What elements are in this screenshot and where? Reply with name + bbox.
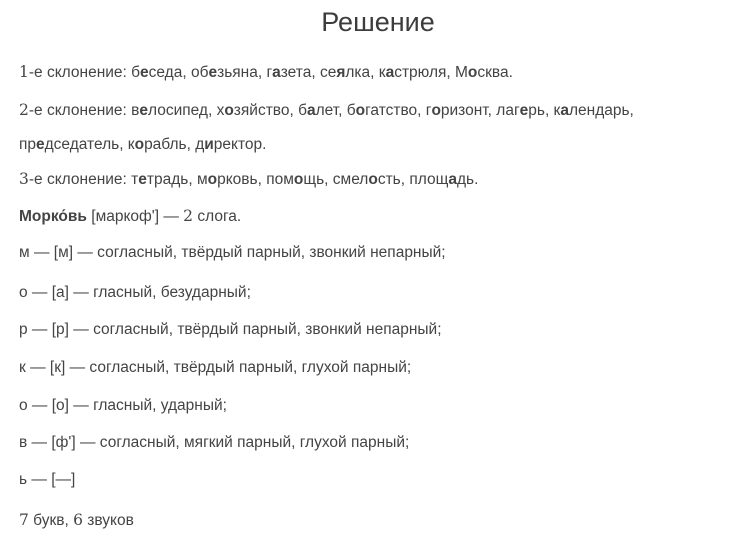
bold-text-segment: е xyxy=(208,64,218,81)
text-segment: ректор. xyxy=(213,136,267,153)
text-line xyxy=(19,320,442,340)
bold-text-segment: о xyxy=(355,102,366,119)
text-segment: 2 xyxy=(183,207,194,225)
text-segment: пр xyxy=(19,136,37,153)
text-segment: зета, се xyxy=(280,64,337,81)
text-segment: зьяна, г xyxy=(217,64,273,81)
text-segment: о — [о] — гласный, ударный; xyxy=(19,397,227,414)
text-segment: гатство, г xyxy=(365,102,432,119)
bold-text-segment: е xyxy=(36,136,45,153)
text-line xyxy=(19,62,513,83)
text-segment: седа, об xyxy=(148,64,209,81)
bold-text-segment: о xyxy=(293,171,304,188)
text-line xyxy=(19,510,134,531)
text-segment: [ xyxy=(86,208,96,225)
text-line xyxy=(19,135,266,155)
text-segment: в — [ф'] — согласный, мягкий парный, глухой парный; xyxy=(19,434,410,451)
text-segment: ризонт, лаг xyxy=(440,102,520,119)
bold-text-segment: е xyxy=(138,171,147,188)
text-line xyxy=(19,169,478,190)
text-segment: звуков xyxy=(82,512,134,529)
text-segment: 7 xyxy=(19,511,29,529)
text-segment: дседатель, к xyxy=(44,136,135,153)
page-title: Решение xyxy=(321,7,435,37)
text-segment: рь, к xyxy=(528,102,561,119)
text-segment: лет, б xyxy=(315,102,356,119)
bold-text-segment: е xyxy=(519,102,529,119)
bold-text-segment: и xyxy=(204,136,214,153)
bold-text-segment: я xyxy=(336,64,346,81)
text-segment: щь, смел xyxy=(303,171,369,188)
bold-text-segment: а xyxy=(560,102,569,119)
bold-text-segment: е xyxy=(140,64,149,81)
bold-text-segment: о xyxy=(431,102,441,119)
text-line xyxy=(19,283,251,303)
bold-text-segment: а xyxy=(448,171,457,188)
text-line xyxy=(19,433,409,453)
bold-text-segment: а xyxy=(306,102,316,119)
text-segment: -е склонение: т xyxy=(28,171,139,188)
text-segment: 1 xyxy=(19,63,29,81)
text-segment: сква. xyxy=(477,64,513,81)
bold-text-segment: а xyxy=(272,64,281,81)
text-segment: лендарь, xyxy=(568,102,634,119)
text-segment: -е склонение: в xyxy=(28,102,140,119)
text-segment: стрюля, М xyxy=(394,64,468,81)
text-segment: к — [к] — согласный, твёрдый парный, глухой парный; xyxy=(19,359,412,376)
text-segment: букв, xyxy=(28,512,74,529)
text-segment: маркоф' xyxy=(95,208,155,225)
text-line xyxy=(19,243,446,263)
text-segment: ] — xyxy=(154,208,184,225)
text-line xyxy=(19,396,227,416)
text-segment: дь. xyxy=(456,171,479,188)
text-segment: слога. xyxy=(193,208,242,225)
text-line xyxy=(19,358,411,378)
text-segment: рабль, д xyxy=(144,136,205,153)
bold-text-segment: о xyxy=(134,136,145,153)
text-segment: о — [а] — гласный, безударный; xyxy=(19,284,251,301)
text-segment: традь, м xyxy=(146,171,208,188)
text-segment: ь — [—] xyxy=(19,471,76,488)
bold-text-segment: а xyxy=(385,64,395,81)
text-segment: р — [р] — согласный, твёрдый парный, звонкий непарный; xyxy=(19,321,442,338)
bold-text-segment: Морко́вь xyxy=(19,208,87,225)
bold-text-segment: о xyxy=(207,171,218,188)
text-segment: 3 xyxy=(19,170,29,188)
text-segment: лка, к xyxy=(345,64,386,81)
text-segment: 2 xyxy=(19,101,29,119)
text-line xyxy=(19,100,634,121)
text-segment: -е склонение: б xyxy=(28,64,141,81)
text-segment: сть, площ xyxy=(377,171,449,188)
text-line xyxy=(19,206,241,227)
bold-text-segment: о xyxy=(467,64,478,81)
text-segment: рковь, пом xyxy=(217,171,294,188)
text-segment: м — [м] — согласный, твёрдый парный, звонкий непарный; xyxy=(19,244,446,261)
bold-text-segment: о xyxy=(224,102,234,119)
text-line xyxy=(19,470,75,490)
bold-text-segment: е xyxy=(139,102,148,119)
text-segment: 6 xyxy=(73,511,83,529)
text-segment: лосипед, х xyxy=(148,102,225,119)
text-segment: зяйство, б xyxy=(233,102,307,119)
bold-text-segment: о xyxy=(368,171,378,188)
